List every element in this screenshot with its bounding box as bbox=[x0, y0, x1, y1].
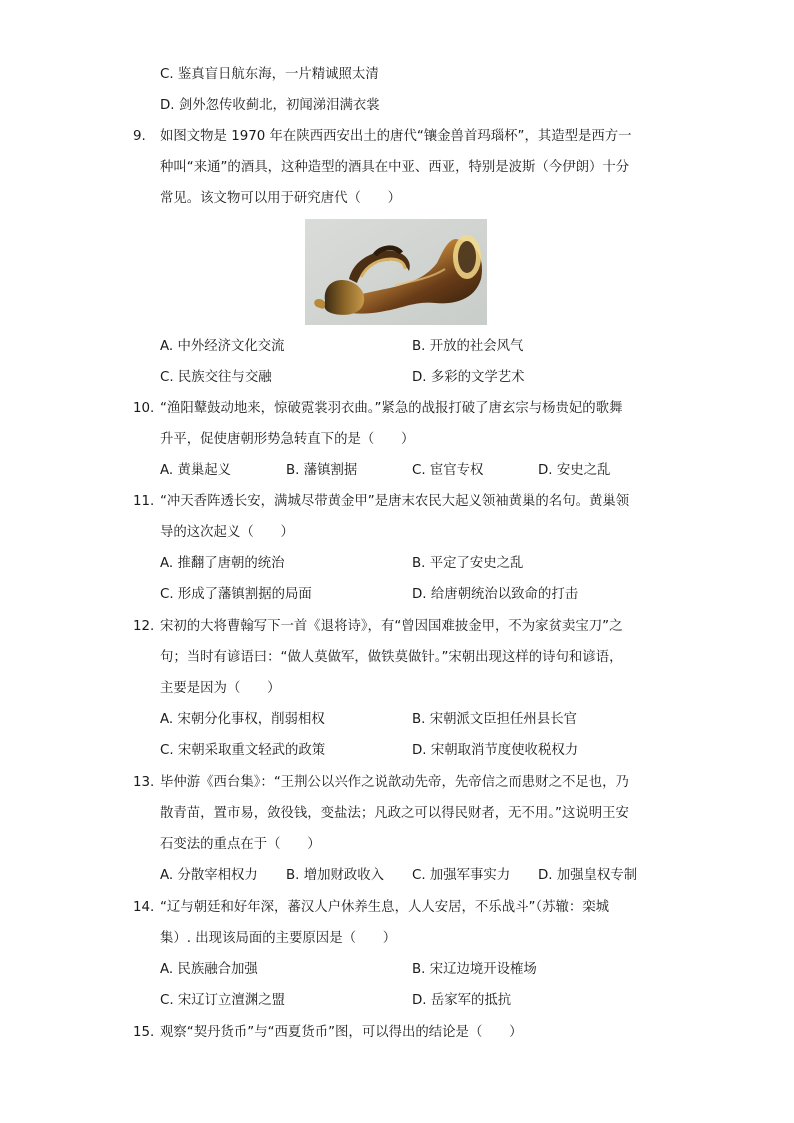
q12-stem-line-2: 句；当时有谚语曰：“做人莫做军，做铁莫做针。”宋朝出现这样的诗句和谚语， bbox=[160, 650, 623, 665]
q13-number: 13. bbox=[133, 775, 155, 790]
q11-option-d[interactable]: D. 给唐朝统治以致命的打击 bbox=[412, 587, 579, 602]
q15-number: 15. bbox=[133, 1025, 155, 1040]
q10-number: 10. bbox=[133, 401, 155, 416]
q10-option-a[interactable]: A. 黄巢起义 bbox=[160, 463, 231, 478]
q9-stem-line-1: 如图文物是 1970 年在陕西西安出土的唐代“镶金兽首玛瑙杯”，其造型是西方一 bbox=[160, 129, 632, 144]
q15-stem-line-1: 观察“契丹货币”与“西夏货币”图，可以得出的结论是（ ） bbox=[160, 1025, 523, 1040]
q10-stem-line-1: “渔阳鼙鼓动地来，惊破霓裳羽衣曲。”紧急的战报打破了唐玄宗与杨贵妃的歌舞 bbox=[160, 401, 623, 416]
q14-option-d[interactable]: D. 岳家军的抵抗 bbox=[412, 993, 512, 1008]
q13-stem-line-1: 毕仲游《西台集》：“王荆公以兴作之说歆动先帝，先帝信之而患财之不足也，乃 bbox=[160, 775, 629, 790]
q12-option-b[interactable]: B. 宋朝派文臣担任州县长官 bbox=[412, 712, 577, 727]
q9-option-d[interactable]: D. 多彩的文学艺术 bbox=[412, 370, 525, 385]
q9-stem-line-2: 种叫“来通”的酒具，这种造型的酒具在中亚、西亚，特别是波斯（今伊朗）十分 bbox=[160, 160, 630, 175]
q14-option-b[interactable]: B. 宋辽边境开设榷场 bbox=[412, 962, 537, 977]
q10-stem-line-2: 升平，促使唐朝形势急转直下的是（ ） bbox=[160, 432, 415, 447]
q13-option-a[interactable]: A. 分散宰相权力 bbox=[160, 868, 258, 883]
q11-option-c[interactable]: C. 形成了藩镇割据的局面 bbox=[160, 587, 312, 602]
q12-stem-line-1: 宋初的大将曹翰写下一首《退将诗》，有“曾因国难披金甲，不为家贫卖宝刀”之 bbox=[160, 619, 623, 634]
q10-option-d[interactable]: D. 安史之乱 bbox=[538, 463, 611, 478]
q13-stem-line-3: 石变法的重点在于（ ） bbox=[160, 837, 321, 852]
q11-number: 11. bbox=[133, 494, 155, 509]
q9-number: 9. bbox=[133, 129, 146, 144]
q10-option-c[interactable]: C. 宦官专权 bbox=[412, 463, 484, 478]
q9-option-c[interactable]: C. 民族交往与交融 bbox=[160, 370, 272, 385]
q11-stem-line-1: “冲天香阵透长安，满城尽带黄金甲”是唐末农民大起义领袖黄巢的名句。黄巢领 bbox=[160, 494, 630, 509]
q14-stem-line-1: “辽与朝廷和好年深，蕃汉人户休养生息，人人安居，不乐战斗”（苏辙：栾城 bbox=[160, 900, 610, 915]
q12-option-c[interactable]: C. 宋朝采取重文轻武的政策 bbox=[160, 743, 326, 758]
q12-stem-line-3: 主要是因为（ ） bbox=[160, 681, 281, 696]
q14-number: 14. bbox=[133, 900, 155, 915]
q14-option-a[interactable]: A. 民族融合加强 bbox=[160, 962, 258, 977]
q14-stem-line-2: 集）. 出现该局面的主要原因是（ ） bbox=[160, 931, 397, 946]
q13-option-c[interactable]: C. 加强军事实力 bbox=[412, 868, 511, 883]
q8-option-d[interactable]: D. 剑外忽传收蓟北，初闻涕泪满衣裳 bbox=[160, 98, 380, 113]
q9-stem-line-3: 常见。该文物可以用于研究唐代（ ） bbox=[160, 191, 402, 206]
q11-option-b[interactable]: B. 平定了安史之乱 bbox=[412, 556, 524, 571]
q9-option-a[interactable]: A. 中外经济文化交流 bbox=[160, 339, 285, 354]
q8-option-c[interactable]: C. 鉴真盲日航东海，一片精诚照太清 bbox=[160, 67, 379, 82]
q13-option-d[interactable]: D. 加强皇权专制 bbox=[538, 868, 638, 883]
q13-option-b[interactable]: B. 增加财政收入 bbox=[286, 868, 385, 883]
agate-rhyton-image bbox=[305, 219, 487, 325]
q12-option-d[interactable]: D. 宋朝取消节度使收税权力 bbox=[412, 743, 579, 758]
q9-option-b[interactable]: B. 开放的社会风气 bbox=[412, 339, 524, 354]
q12-number: 12. bbox=[133, 619, 155, 634]
q13-stem-line-2: 散青苗，置市易，敛役钱，变盐法；凡政之可以得民财者，无不用。”这说明王安 bbox=[160, 806, 629, 821]
q11-stem-line-2: 导的这次起义（ ） bbox=[160, 525, 294, 540]
q10-option-b[interactable]: B. 藩镇割据 bbox=[286, 463, 358, 478]
q12-option-a[interactable]: A. 宋朝分化事权，削弱相权 bbox=[160, 712, 325, 727]
q14-option-c[interactable]: C. 宋辽订立澶渊之盟 bbox=[160, 993, 285, 1008]
q11-option-a[interactable]: A. 推翻了唐朝的统治 bbox=[160, 556, 285, 571]
